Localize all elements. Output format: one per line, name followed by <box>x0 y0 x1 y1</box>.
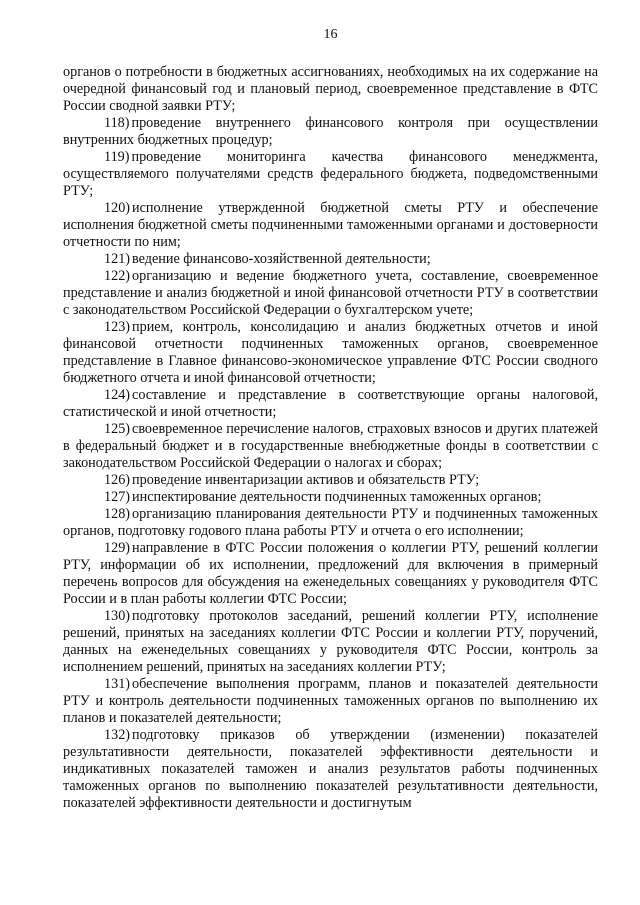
list-item-text: проведение мониторинга качества финансового менеджмента, осуществляемого получателями средств федерального бюджета, подведомственными РТУ; <box>63 149 598 199</box>
list-item-text: проведение инвентаризации активов и обязательств РТУ; <box>132 472 480 488</box>
list-item-number: 128) <box>104 506 131 522</box>
list-item-number: 131) <box>104 676 131 692</box>
list-item-text: инспектирование деятельности подчиненных таможенных органов; <box>132 489 542 505</box>
list-item-text: подготовку приказов об утверждении (изменении) показателей результативности деятельности, показателей эффективности деятельности и индикативных показателей таможен и анализ результатов работы подчиненных таможенных органов по выполнению показателей результативности деятельности, показателей эффективности деятельности и достигнутым <box>63 727 598 811</box>
list-item-number: 126) <box>104 472 131 488</box>
list-item-number: 122) <box>104 268 131 284</box>
list-item-128 <box>63 506 598 540</box>
list-item-124 <box>63 387 598 421</box>
list-item-126 <box>63 472 598 489</box>
list-item-127 <box>63 489 598 506</box>
list-item-119 <box>63 149 598 200</box>
list-item-text: организацию планирования деятельности РТУ и подчиненных таможенных органов, подготовку годового плана работы РТУ и отчета о его исполнении; <box>63 506 598 539</box>
list-item-text: ведение финансово-хозяйственной деятельности; <box>132 251 431 267</box>
list-item-text: исполнение утвержденной бюджетной сметы РТУ и обеспечение исполнения бюджетной сметы подчиненными таможенными органами и достоверности отчетности по ним; <box>63 200 598 250</box>
list-item-number: 130) <box>104 608 131 624</box>
list-item-number: 121) <box>104 251 131 267</box>
list-item-121 <box>63 251 598 268</box>
list-item-text: подготовку протоколов заседаний, решений коллегии РТУ, исполнение решений, принятых на заседаниях коллегии ФТС России и коллегии РТУ, поручений, данных на еженедельных совещаниях у руководителя ФТС России, контроль за исполнением решений, принятых на заседаниях коллегии РТУ; <box>63 608 598 675</box>
list-item-122 <box>63 268 598 319</box>
list-item-number: 125) <box>104 421 131 437</box>
list-item-132 <box>63 727 598 812</box>
list-item-number: 119) <box>104 149 130 165</box>
list-item-number: 132) <box>104 727 131 743</box>
list-item-text: организацию и ведение бюджетного учета, составление, своевременное представление и анализ бюджетной и иной финансовой отчетности РТУ в соответствии с законодательством Российской Федерации о бухгалтерском учете; <box>63 268 598 318</box>
list-item-130 <box>63 608 598 676</box>
list-item-number: 118) <box>104 115 130 131</box>
list-item-text: прием, контроль, консолидацию и анализ бюджетных отчетов и иной финансовой отчетности подчиненных таможенных органов, своевременное представление в Главное финансово-экономическое управление ФТС России сводного бюджетного отчета и иной финансовой отчетности; <box>63 319 598 386</box>
list-item-text: проведение внутреннего финансового контроля при осуществлении внутренних бюджетных процедур; <box>63 115 598 148</box>
list-item-number: 127) <box>104 489 131 505</box>
list-item-number: 123) <box>104 319 131 335</box>
list-item-131 <box>63 676 598 727</box>
paragraph-continuation <box>63 64 598 115</box>
list-item-129 <box>63 540 598 608</box>
list-item-text: обеспечение выполнения программ, планов и показателей деятельности РТУ и контроль деятельности подчиненных таможенных органов по выполнению их планов и показателей деятельности; <box>63 676 598 726</box>
list-item-125 <box>63 421 598 472</box>
list-item-118 <box>63 115 598 149</box>
page-number: 16 <box>323 27 338 42</box>
paragraph-text: органов о потребности в бюджетных ассигнованиях, необходимых на их содержание на очередной финансовый год и плановый период, своевременное представление в ФТС России сводной заявки РТУ; <box>63 64 598 114</box>
list-item-text: своевременное перечисление налогов, страховых взносов и других платежей в федеральный бюджет и в государственные внебюджетные фонды в соответствии с законодательством Российской Федерации о налогах и сборах; <box>63 421 598 471</box>
list-item-number: 120) <box>104 200 131 216</box>
list-item-number: 124) <box>104 387 131 403</box>
document-body <box>63 64 598 812</box>
list-item-text: направление в ФТС России положения о коллегии РТУ, решений коллегии РТУ, информации об их исполнении, предложений для включения в примерный перечень вопросов для обсуждения на еженедельных совещаниях у руководителя ФТС России и в план работы коллегии ФТС России; <box>63 540 598 607</box>
list-item-number: 129) <box>104 540 131 556</box>
list-item-123 <box>63 319 598 387</box>
list-item-120 <box>63 200 598 251</box>
list-item-text: составление и представление в соответствующие органы налоговой, статистической и иной отчетности; <box>63 387 598 420</box>
